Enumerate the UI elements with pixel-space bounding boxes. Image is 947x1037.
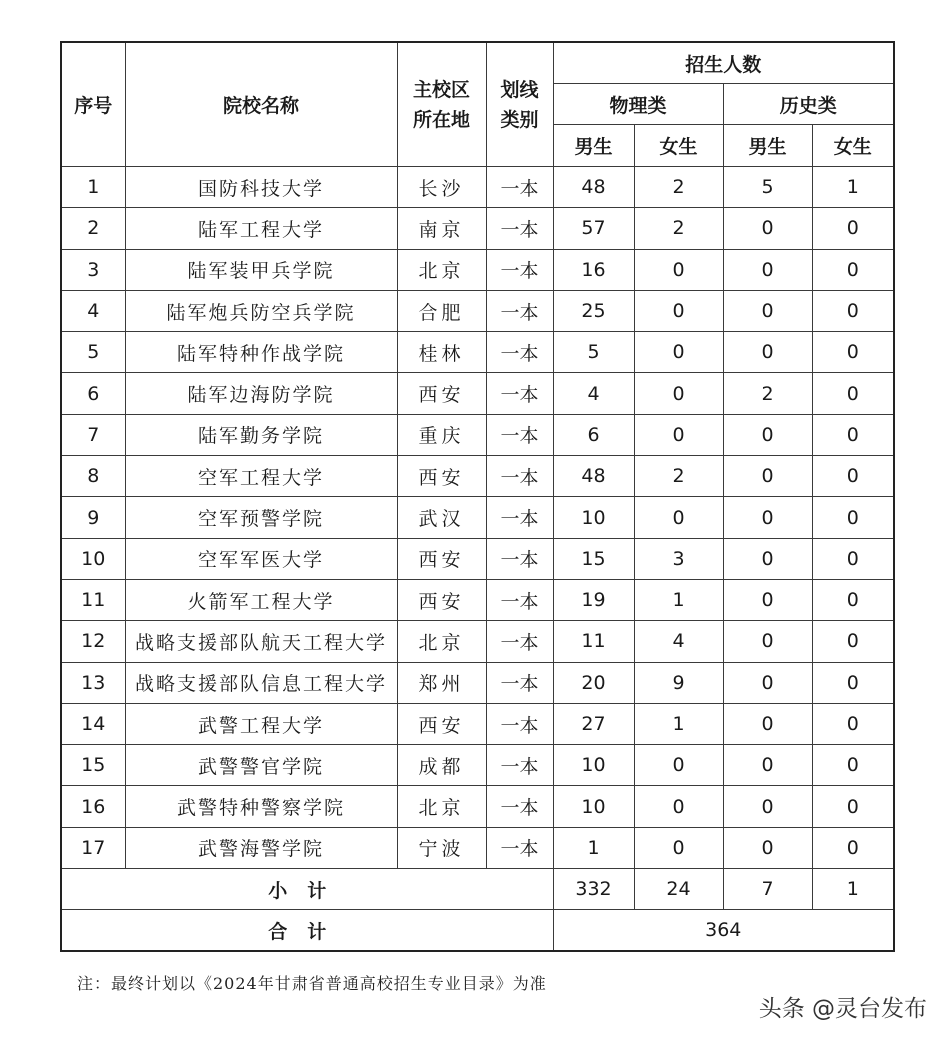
table-row <box>61 456 894 497</box>
cell-line-type: 一本 <box>486 786 553 827</box>
cell-school: 空军军医大学 <box>125 538 397 579</box>
cell-history-male: 0 <box>723 786 812 827</box>
cell-location: 北京 <box>397 249 486 290</box>
cell-location: 武汉 <box>397 497 486 538</box>
cell-history-female: 1 <box>812 167 894 208</box>
cell-physics-male: 11 <box>553 621 634 662</box>
cell-history-male: 0 <box>723 456 812 497</box>
cell-line-type: 一本 <box>486 538 553 579</box>
table-row <box>61 827 894 868</box>
cell-school: 战略支援部队航天工程大学 <box>125 621 397 662</box>
cell-physics-male: 5 <box>553 332 634 373</box>
cell-line-type: 一本 <box>486 456 553 497</box>
cell-school: 陆军勤务学院 <box>125 414 397 455</box>
total-value: 364 <box>553 910 894 952</box>
cell-history-male: 5 <box>723 167 812 208</box>
cell-physics-female: 0 <box>634 745 723 786</box>
cell-school: 武警海警学院 <box>125 827 397 868</box>
cell-location: 西安 <box>397 579 486 620</box>
cell-seq: 5 <box>61 332 125 373</box>
cell-physics-female: 0 <box>634 414 723 455</box>
cell-physics-female: 0 <box>634 249 723 290</box>
cell-physics-female: 0 <box>634 786 723 827</box>
cell-location: 南京 <box>397 208 486 249</box>
cell-seq: 2 <box>61 208 125 249</box>
cell-line-type: 一本 <box>486 414 553 455</box>
cell-physics-female: 1 <box>634 703 723 744</box>
total-row <box>61 910 894 952</box>
cell-physics-female: 1 <box>634 579 723 620</box>
header-school: 院校名称 <box>125 42 397 167</box>
subtotal-label: 小计 <box>61 869 553 910</box>
cell-location: 西安 <box>397 703 486 744</box>
cell-history-female: 0 <box>812 332 894 373</box>
cell-seq: 14 <box>61 703 125 744</box>
cell-school: 武警工程大学 <box>125 703 397 744</box>
table-row <box>61 290 894 331</box>
cell-seq: 3 <box>61 249 125 290</box>
cell-location: 北京 <box>397 621 486 662</box>
cell-physics-male: 27 <box>553 703 634 744</box>
header-history: 历史类 <box>723 84 894 125</box>
cell-school: 武警警官学院 <box>125 745 397 786</box>
cell-physics-female: 3 <box>634 538 723 579</box>
cell-history-male: 0 <box>723 827 812 868</box>
cell-seq: 13 <box>61 662 125 703</box>
table-row <box>61 745 894 786</box>
cell-location: 西安 <box>397 373 486 414</box>
footnote: 注：最终计划以《2024年甘肃省普通高校招生专业目录》为准 <box>77 974 547 993</box>
cell-history-female: 0 <box>812 621 894 662</box>
cell-line-type: 一本 <box>486 249 553 290</box>
cell-seq: 16 <box>61 786 125 827</box>
cell-physics-male: 4 <box>553 373 634 414</box>
header-location-line1: 主校区 <box>412 78 470 101</box>
cell-physics-male: 16 <box>553 249 634 290</box>
cell-physics-male: 57 <box>553 208 634 249</box>
header-line-type-line1: 划线 <box>500 78 539 101</box>
cell-school: 武警特种警察学院 <box>125 786 397 827</box>
header-physics-female: 女生 <box>634 125 723 167</box>
cell-location: 成都 <box>397 745 486 786</box>
table-row <box>61 621 894 662</box>
cell-school: 火箭军工程大学 <box>125 579 397 620</box>
table-row <box>61 332 894 373</box>
header-history-male: 男生 <box>723 125 812 167</box>
cell-line-type: 一本 <box>486 497 553 538</box>
cell-history-female: 0 <box>812 290 894 331</box>
watermark: 头条 @灵台发布 <box>758 996 927 1022</box>
cell-line-type: 一本 <box>486 208 553 249</box>
cell-line-type: 一本 <box>486 827 553 868</box>
table-row <box>61 579 894 620</box>
cell-history-female: 0 <box>812 579 894 620</box>
table-row <box>61 414 894 455</box>
cell-physics-male: 10 <box>553 786 634 827</box>
cell-school: 陆军特种作战学院 <box>125 332 397 373</box>
cell-location: 西安 <box>397 538 486 579</box>
cell-location: 合肥 <box>397 290 486 331</box>
cell-school: 战略支援部队信息工程大学 <box>125 662 397 703</box>
cell-school: 国防科技大学 <box>125 167 397 208</box>
header-line-type <box>486 42 553 167</box>
cell-physics-female: 2 <box>634 167 723 208</box>
cell-line-type: 一本 <box>486 745 553 786</box>
cell-physics-male: 6 <box>553 414 634 455</box>
cell-school: 陆军装甲兵学院 <box>125 249 397 290</box>
cell-seq: 11 <box>61 579 125 620</box>
total-label: 合计 <box>61 910 553 952</box>
cell-line-type: 一本 <box>486 373 553 414</box>
header-physics-male: 男生 <box>553 125 634 167</box>
cell-history-male: 0 <box>723 208 812 249</box>
table-row <box>61 249 894 290</box>
header-line-type-line2: 类别 <box>500 108 539 131</box>
cell-line-type: 一本 <box>486 167 553 208</box>
table-row <box>61 786 894 827</box>
cell-history-male: 0 <box>723 703 812 744</box>
cell-location: 西安 <box>397 456 486 497</box>
cell-location: 重庆 <box>397 414 486 455</box>
cell-physics-male: 48 <box>553 167 634 208</box>
cell-history-male: 0 <box>723 662 812 703</box>
cell-history-male: 2 <box>723 373 812 414</box>
subtotal-history-female: 1 <box>812 869 894 910</box>
table-row <box>61 538 894 579</box>
cell-history-male: 0 <box>723 249 812 290</box>
cell-physics-female: 0 <box>634 332 723 373</box>
subtotal-row <box>61 869 894 910</box>
cell-history-male: 0 <box>723 414 812 455</box>
cell-physics-male: 20 <box>553 662 634 703</box>
cell-physics-female: 0 <box>634 373 723 414</box>
cell-seq: 6 <box>61 373 125 414</box>
cell-history-female: 0 <box>812 208 894 249</box>
cell-physics-male: 10 <box>553 745 634 786</box>
cell-history-male: 0 <box>723 332 812 373</box>
cell-history-female: 0 <box>812 662 894 703</box>
subtotal-physics-male: 332 <box>553 869 634 910</box>
cell-history-male: 0 <box>723 579 812 620</box>
cell-physics-female: 2 <box>634 208 723 249</box>
cell-location: 郑州 <box>397 662 486 703</box>
table-row <box>61 373 894 414</box>
table-body <box>61 167 894 952</box>
cell-physics-male: 10 <box>553 497 634 538</box>
cell-line-type: 一本 <box>486 332 553 373</box>
cell-seq: 7 <box>61 414 125 455</box>
cell-physics-female: 0 <box>634 497 723 538</box>
cell-history-female: 0 <box>812 497 894 538</box>
cell-seq: 1 <box>61 167 125 208</box>
cell-history-female: 0 <box>812 249 894 290</box>
cell-line-type: 一本 <box>486 290 553 331</box>
cell-history-female: 0 <box>812 703 894 744</box>
cell-line-type: 一本 <box>486 579 553 620</box>
cell-seq: 9 <box>61 497 125 538</box>
cell-physics-female: 0 <box>634 290 723 331</box>
cell-physics-male: 15 <box>553 538 634 579</box>
cell-history-female: 0 <box>812 373 894 414</box>
cell-history-male: 0 <box>723 745 812 786</box>
cell-school: 陆军边海防学院 <box>125 373 397 414</box>
cell-seq: 8 <box>61 456 125 497</box>
cell-seq: 17 <box>61 827 125 868</box>
cell-history-female: 0 <box>812 827 894 868</box>
header-location <box>397 42 486 167</box>
cell-location: 桂林 <box>397 332 486 373</box>
header-physics: 物理类 <box>553 84 723 125</box>
cell-school: 陆军炮兵防空兵学院 <box>125 290 397 331</box>
cell-line-type: 一本 <box>486 703 553 744</box>
cell-history-male: 0 <box>723 290 812 331</box>
cell-history-male: 0 <box>723 538 812 579</box>
cell-history-male: 0 <box>723 621 812 662</box>
subtotal-history-male: 7 <box>723 869 812 910</box>
table-row <box>61 703 894 744</box>
table-row <box>61 497 894 538</box>
cell-physics-male: 19 <box>553 579 634 620</box>
cell-physics-male: 1 <box>553 827 634 868</box>
cell-physics-female: 2 <box>634 456 723 497</box>
cell-physics-female: 9 <box>634 662 723 703</box>
table-row <box>61 662 894 703</box>
cell-school: 空军工程大学 <box>125 456 397 497</box>
table-row <box>61 208 894 249</box>
cell-line-type: 一本 <box>486 662 553 703</box>
header-enrollment: 招生人数 <box>553 42 894 84</box>
cell-seq: 10 <box>61 538 125 579</box>
cell-history-female: 0 <box>812 456 894 497</box>
cell-physics-male: 48 <box>553 456 634 497</box>
table-row <box>61 167 894 208</box>
cell-history-female: 0 <box>812 786 894 827</box>
cell-seq: 15 <box>61 745 125 786</box>
header-seq: 序号 <box>61 42 125 167</box>
cell-seq: 4 <box>61 290 125 331</box>
subtotal-physics-female: 24 <box>634 869 723 910</box>
cell-physics-female: 0 <box>634 827 723 868</box>
cell-school: 陆军工程大学 <box>125 208 397 249</box>
cell-history-female: 0 <box>812 745 894 786</box>
cell-history-female: 0 <box>812 538 894 579</box>
cell-history-male: 0 <box>723 497 812 538</box>
cell-location: 北京 <box>397 786 486 827</box>
cell-physics-female: 4 <box>634 621 723 662</box>
enrollment-table <box>60 41 895 952</box>
cell-location: 长沙 <box>397 167 486 208</box>
cell-history-female: 0 <box>812 414 894 455</box>
header-location-line2: 所在地 <box>412 108 470 131</box>
cell-seq: 12 <box>61 621 125 662</box>
cell-line-type: 一本 <box>486 621 553 662</box>
cell-school: 空军预警学院 <box>125 497 397 538</box>
header-history-female: 女生 <box>812 125 894 167</box>
cell-physics-male: 25 <box>553 290 634 331</box>
cell-location: 宁波 <box>397 827 486 868</box>
